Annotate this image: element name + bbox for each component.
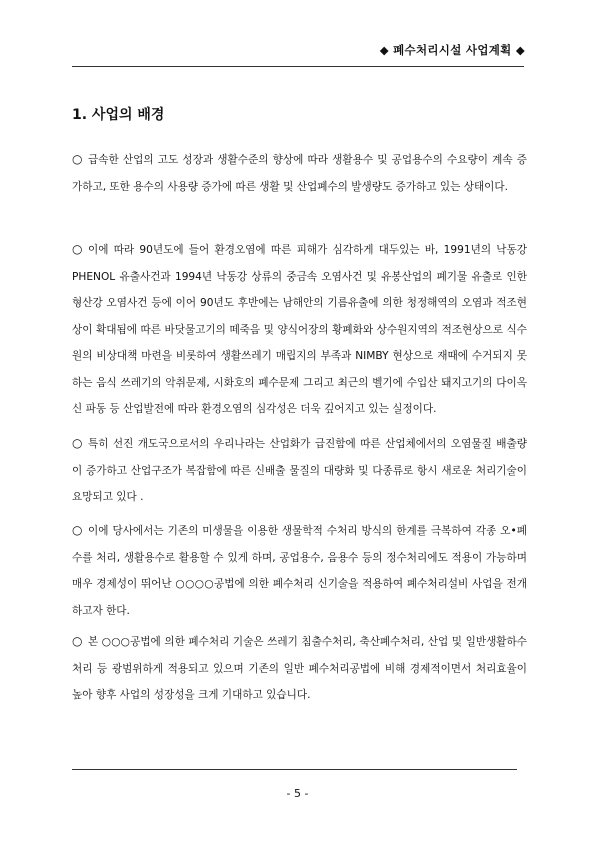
paragraph-3 [72, 430, 527, 511]
paragraph-2 [72, 236, 527, 423]
section-title: 1. 사업의 배경 [72, 107, 165, 123]
bullet-circle-icon: ○ [72, 634, 83, 648]
paragraph-text: 본 ○○○공법에 의한 폐수처리 기술은 쓰레기 침출수처리, 축산폐수처리, 산업 및 일반생활하수 처리 등 광범위하게 적용되고 있으며 기존의 일반 폐수처리공법에 비해 경제적이면서 처리효율이 높아 향후 사업의 성장성을 크게 기대하고 있습니다. [72, 636, 527, 701]
paragraph-text: 특히 선진 개도국으로서의 우리나라는 산업화가 급진함에 따른 산업체에서의 오염물질 배출량이 증가하고 산업구조가 복잡함에 따른 신배출 물질의 대량화 및 다종류로 항시 새로운 처리기술이 요망되고 있다 . [72, 438, 527, 503]
bullet-circle-icon: ○ [72, 152, 83, 166]
bullet-circle-icon: ○ [72, 242, 83, 256]
paragraph-5 [72, 628, 527, 709]
paragraph-1 [72, 146, 527, 200]
page-header-title: ◆ 폐수처리시설 사업계획 ◆ [379, 43, 525, 57]
bullet-circle-icon: ○ [72, 436, 83, 450]
paragraph-4 [72, 517, 527, 624]
header-divider [72, 66, 524, 67]
footer-divider [72, 769, 517, 770]
paragraph-text: 급속한 산업의 고도 성장과 생활수준의 향상에 따라 생활용수 및 공업용수의 수요량이 계속 증가하고, 또한 용수의 사용량 증가에 따른 생활 및 산업폐수의 발생량도 증가하고 있는 상태이다. [72, 154, 527, 193]
bullet-circle-icon: ○ [72, 523, 83, 537]
paragraph-text: 이에 당사에서는 기존의 미생물을 이용한 생물학적 수처리 방식의 한계를 극복하여 각종 오•폐수를 처리, 생활용수로 활용할 수 있게 하며, 공업용수, 음용수 등의 정수처리에도 적용이 가능하며 매우 경제성이 뛰어난 ○○○○공법에 의한 폐수처리 신기술을 적용하여 폐수처리설비 사업을 전개하고자 한다. [72, 525, 527, 617]
paragraph-text: 이에 따라 90년도에 들어 환경오염에 따른 피해가 심각하게 대두있는 바, 1991년의 낙동강 PHENOL 유출사건과 1994년 낙동강 상류의 중금속 오염사건 및 유봉산업의 폐기물 유출로 인한 형산강 오염사건 등에 이어 90년도 후반에는 남해안의 기름유출에 의한 청정해역의 오염과 적조현상이 확대됨에 따른 바닷물고기의 떼죽음 및 양식어장의 황폐화와 상수원지역의 적조현상으로 식수원의 비상대책 마련을 비롯하여 생활쓰레기 매립지의 부족과 NIMBY 현상으로 재때에 수거되지 못하는 음식 쓰레기의 악취문제, 시화호의 폐수문제 그리고 최근의 벨기에 수입산 돼지고기의 다이옥신 파동 등 산업발전에 따라 환경오염의 심각성은 더욱 깊어지고 있는 실정이다. [72, 244, 527, 415]
page-number: - 5 - [286, 787, 309, 800]
